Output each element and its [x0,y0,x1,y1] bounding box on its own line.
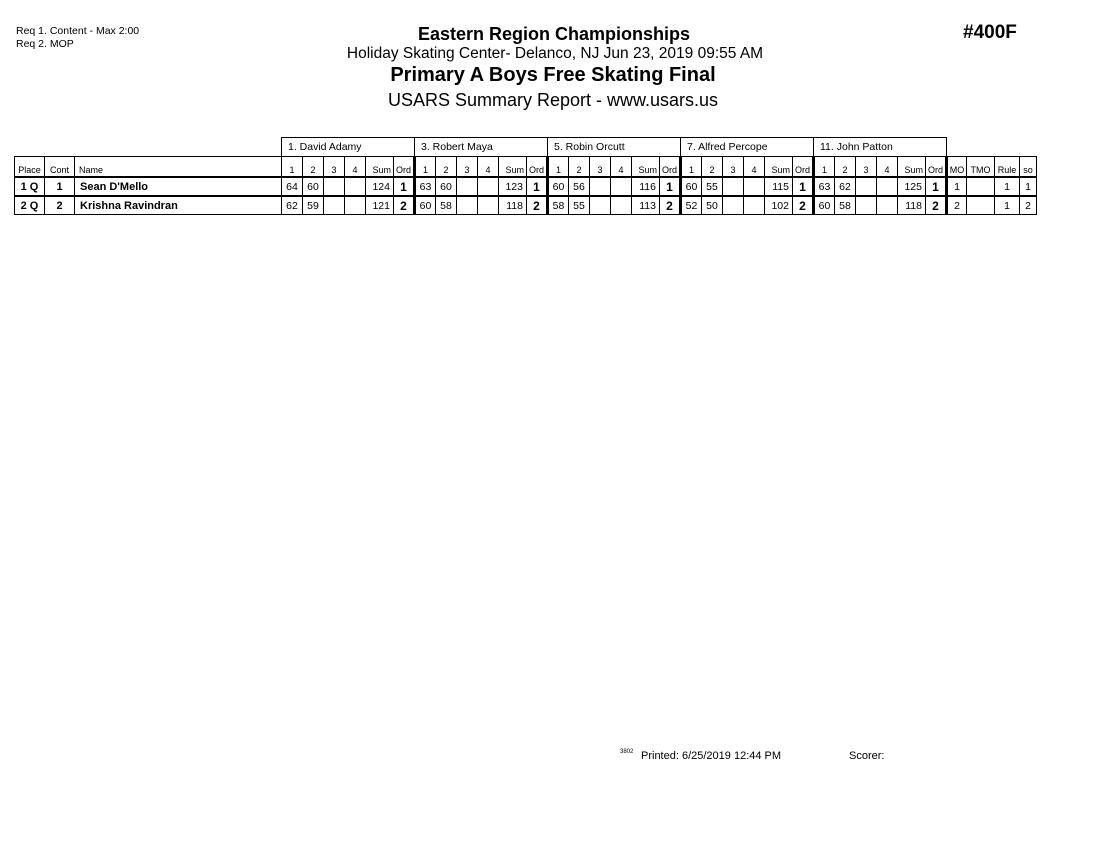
place-column-header: Place [15,157,45,178]
footer-code: 3802 [620,749,634,755]
judge-3-ordinal: 1 [660,177,681,196]
judge-3-score-col-2-header: 2 [569,157,590,178]
judge-3-sum: 113 [632,196,660,215]
judge-4-score-col-1-header: 1 [681,157,702,178]
judge-1-score-4 [345,196,366,215]
judge-3-score-col-1-header: 1 [548,157,569,178]
judge-3-score-3 [590,196,611,215]
judge-2-ordinal: 1 [527,177,548,196]
requirement-2: Req 2. MOP [16,38,74,50]
mo-column-header: MO [947,157,967,178]
judge-3-score-2: 55 [569,196,590,215]
event-title: Primary A Boys Free Skating Final [390,64,716,86]
judge-3-score-col-4-header: 4 [611,157,632,178]
judge-4-sum-header: Sum [765,157,793,178]
judge-4-score-4 [744,196,765,215]
judge-5-score-col-2-header: 2 [835,157,856,178]
judge-3-score-4 [611,177,632,196]
judge-2-sum-header: Sum [499,157,527,178]
requirement-1: Req 1. Content - Max 2:00 [16,25,140,37]
judge-5-sum: 118 [898,196,926,215]
judge-4-ordinal: 1 [793,177,814,196]
skater-name-cell: Krishna Ravindran [75,196,282,215]
rule-column-header: Rule [995,157,1020,178]
judge-5-score-4 [877,196,898,215]
judge-1-score-1: 62 [282,196,303,215]
judge-row-spacer [15,138,282,157]
so-column-header: so [1020,157,1037,178]
judge-3-sum-header: Sum [632,157,660,178]
judge-5-ord-header: Ord [926,157,947,178]
judge-5-score-1: 63 [814,177,835,196]
event-number: #400F [963,22,1017,43]
judge-2-sum: 118 [499,196,527,215]
judge-2-ordinal: 2 [527,196,548,215]
judge-1-score-4 [345,177,366,196]
cont-column-header: Cont [45,157,75,178]
judge-4-score-3 [723,196,744,215]
judge-1-ord-header: Ord [394,157,415,178]
judge-4-score-2: 55 [702,177,723,196]
judge-4-sum: 102 [765,196,793,215]
table-row [15,196,1037,215]
judge-4-score-3 [723,177,744,196]
tmo-cell [967,177,995,196]
results-table [14,137,1037,215]
judge-1-sum-header: Sum [366,157,394,178]
judge-name-2: 3. Robert Maya [415,138,548,157]
judge-2-score-2: 58 [436,196,457,215]
judge-3-score-1: 58 [548,196,569,215]
judge-5-sum-header: Sum [898,157,926,178]
rule-cell: 1 [995,177,1020,196]
judge-2-score-2: 60 [436,177,457,196]
judge-1-sum: 121 [366,196,394,215]
judge-4-score-col-2-header: 2 [702,157,723,178]
judge-name-3: 5. Robin Orcutt [548,138,681,157]
judge-1-score-col-3-header: 3 [324,157,345,178]
judge-1-score-2: 59 [303,196,324,215]
contestant-number-cell: 2 [45,196,75,215]
rule-cell: 1 [995,196,1020,215]
name-column-header: Name [75,157,282,178]
place-cell: 2 Q [15,196,45,215]
judge-3-ord-header: Ord [660,157,681,178]
venue-date-line: Holiday Skating Center- Delanco, NJ Jun 23, 2019 09:55 AM [346,45,764,62]
judge-2-score-col-2-header: 2 [436,157,457,178]
judge-5-score-3 [856,177,877,196]
mo-cell: 2 [947,196,967,215]
competition-title: Eastern Region Championships [417,24,691,44]
judge-2-score-4 [478,177,499,196]
judge-2-score-3 [457,196,478,215]
place-cell: 1 Q [15,177,45,196]
judge-name-5: 11. John Patton [814,138,947,157]
judge-1-score-3 [324,177,345,196]
contestant-number-cell: 1 [45,177,75,196]
judge-2-score-col-4-header: 4 [478,157,499,178]
judge-1-score-1: 64 [282,177,303,196]
judge-1-score-col-1-header: 1 [282,157,303,178]
judge-1-score-col-2-header: 2 [303,157,324,178]
judge-2-score-1: 63 [415,177,436,196]
judge-5-score-col-1-header: 1 [814,157,835,178]
report-title: USARS Summary Report - www.usars.us [387,90,719,110]
judge-4-score-1: 60 [681,177,702,196]
mo-cell: 1 [947,177,967,196]
judge-3-score-2: 56 [569,177,590,196]
judge-row-spacer-right [947,138,1037,157]
judge-2-ord-header: Ord [527,157,548,178]
judge-2-score-col-1-header: 1 [415,157,436,178]
judge-1-ordinal: 1 [394,177,415,196]
table-row [15,177,1037,196]
judge-3-score-col-3-header: 3 [590,157,611,178]
judge-4-score-1: 52 [681,196,702,215]
so-cell: 1 [1020,177,1037,196]
judge-1-sum: 124 [366,177,394,196]
judge-2-score-col-3-header: 3 [457,157,478,178]
judge-5-score-2: 62 [835,177,856,196]
judge-4-ord-header: Ord [793,157,814,178]
judge-4-ordinal: 2 [793,196,814,215]
judge-5-ordinal: 1 [926,177,947,196]
judge-2-sum: 123 [499,177,527,196]
judge-4-score-col-3-header: 3 [723,157,744,178]
tmo-cell [967,196,995,215]
scorer-label: Scorer: [849,750,885,762]
judge-4-score-2: 50 [702,196,723,215]
judge-2-score-3 [457,177,478,196]
judge-5-score-3 [856,196,877,215]
tmo-column-header: TMO [967,157,995,178]
judge-name-4: 7. Alfred Percope [681,138,814,157]
judge-1-score-col-4-header: 4 [345,157,366,178]
judge-3-sum: 116 [632,177,660,196]
skater-name-cell: Sean D'Mello [75,177,282,196]
judge-1-score-2: 60 [303,177,324,196]
judge-2-score-4 [478,196,499,215]
judge-3-score-1: 60 [548,177,569,196]
judge-1-ordinal: 2 [394,196,415,215]
judge-4-sum: 115 [765,177,793,196]
judge-5-score-1: 60 [814,196,835,215]
so-cell: 2 [1020,196,1037,215]
judge-2-score-1: 60 [415,196,436,215]
judge-5-score-col-3-header: 3 [856,157,877,178]
judge-name-1: 1. David Adamy [282,138,415,157]
judge-3-score-3 [590,177,611,196]
judge-header-row [15,138,1037,157]
column-header-row [15,157,1037,178]
judge-5-ordinal: 2 [926,196,947,215]
judge-5-score-col-4-header: 4 [877,157,898,178]
judge-3-ordinal: 2 [660,196,681,215]
judge-5-sum: 125 [898,177,926,196]
judge-5-score-4 [877,177,898,196]
judge-1-score-3 [324,196,345,215]
judge-5-score-2: 58 [835,196,856,215]
judge-3-score-4 [611,196,632,215]
judge-4-score-4 [744,177,765,196]
judge-4-score-col-4-header: 4 [744,157,765,178]
printed-timestamp: Printed: 6/25/2019 12:44 PM [641,750,782,762]
